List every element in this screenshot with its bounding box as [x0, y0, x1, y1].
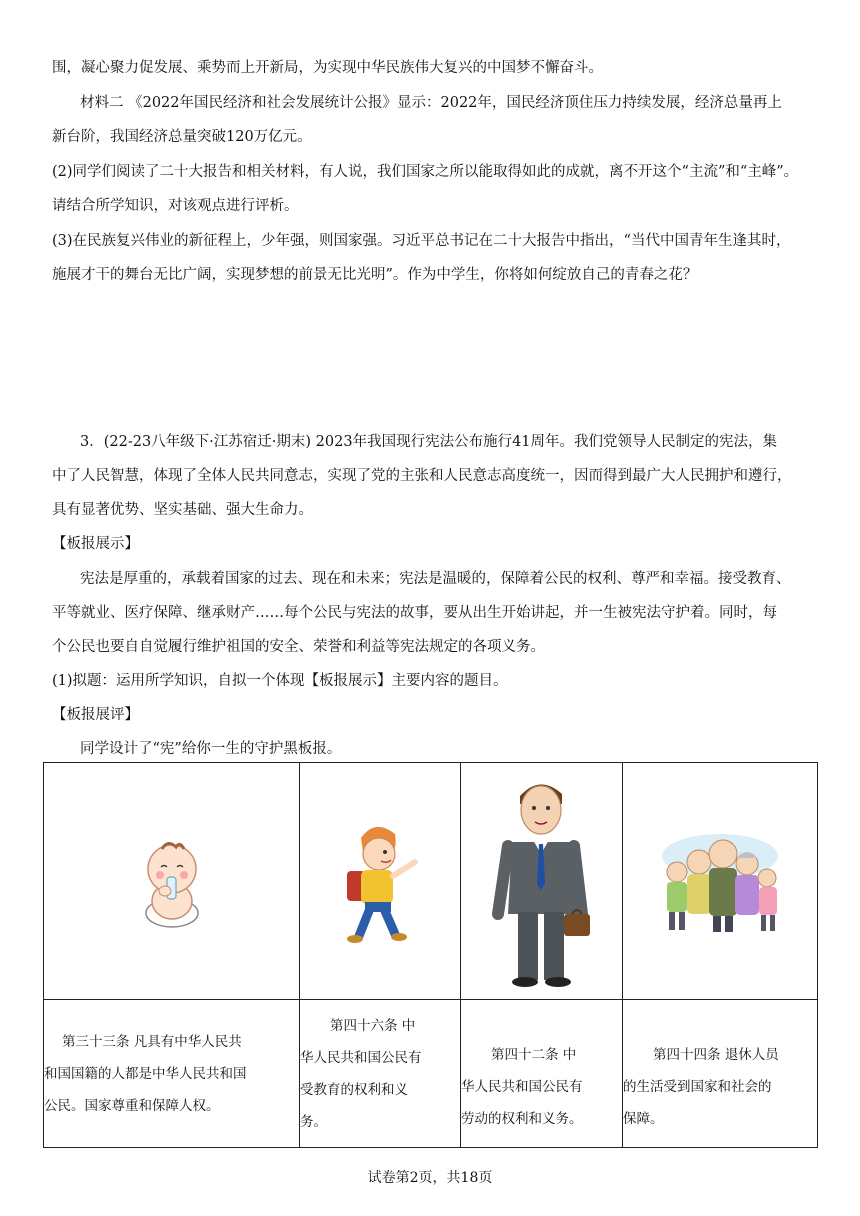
- section-board-display: 【板报展示】: [52, 536, 139, 552]
- question-1: (1)拟题：运用所学知识，自拟一个体现【板报展示】主要内容的题目。: [52, 673, 508, 689]
- question-2: (2)同学们阅读了二十大报告和相关材料，有人说，我们国家之所以能取得如此的成就，离不开这个“主流”和“主峰”。: [52, 164, 799, 180]
- text-line: 围，凝心聚力促发展、乘势而上开新局，为实现中华民族伟大复兴的中国梦不懈奋斗。: [52, 60, 603, 76]
- problem-3-heading: 3．(22-23八年级下·江苏宿迁·期末) 2023年我国现行宪法公布施行41周年。我们党领导人民制定的宪法，集: [80, 434, 778, 450]
- page-footer: 试卷第2页，共18页: [367, 1170, 493, 1186]
- text-line: 第四十六条 中: [330, 1017, 416, 1034]
- text-line: 受教育的权利和义: [300, 1081, 408, 1098]
- elderly-group-icon: [655, 826, 785, 936]
- text-line: 第四十二条 中: [491, 1046, 577, 1063]
- text-line: 材料二 《2022年国民经济和社会发展统计公报》显示：2022年，国民经济顶住压力持续发展，经济总量再上: [80, 95, 782, 111]
- text-line: 宪法是厚重的，承载着国家的过去、现在和未来；宪法是温暖的，保障着公民的权利、尊严和幸福。接受教育、: [80, 571, 791, 587]
- text-line: 公民。国家尊重和保障人权。: [44, 1097, 220, 1114]
- table-cell: [623, 763, 818, 1000]
- section-board-review: 【板报展评】: [52, 707, 139, 723]
- article-42-cell: [461, 1000, 623, 1148]
- table-cell: [44, 763, 300, 1000]
- article-46-cell: [300, 1000, 461, 1148]
- text-line: 平等就业、医疗保障、继承财产……每个公民与宪法的故事，要从出生开始讲起，并一生被宪法守护着。同时，每: [52, 605, 777, 621]
- article-44-cell: [623, 1000, 818, 1148]
- text-line: 新台阶，我国经济总量突破120万亿元。: [52, 129, 312, 145]
- question-3: (3)在民族复兴伟业的新征程上，少年强，则国家强。习近平总书记在二十大报告中指出，“当代中国青年生逢其时，: [52, 233, 791, 249]
- text-line: 保障。: [623, 1110, 664, 1127]
- text-line: 和国国籍的人都是中华人民共和国: [44, 1065, 247, 1082]
- schoolchild-icon: [335, 816, 425, 946]
- article-33-cell: [44, 1000, 300, 1148]
- baby-icon: [132, 831, 212, 931]
- text-line: 务。: [300, 1113, 327, 1130]
- text-line: 第三十三条 凡具有中华人民共: [62, 1033, 242, 1050]
- text-line: 华人民共和国公民有: [461, 1078, 583, 1095]
- text-line: 的生活受到国家和社会的: [623, 1078, 772, 1095]
- text-line: 华人民共和国公民有: [300, 1049, 422, 1066]
- table-cell: [300, 763, 461, 1000]
- text-line: 第四十四条 退休人员: [653, 1046, 779, 1063]
- text-line: 个公民也要自自觉履行维护祖国的安全、荣誉和利益等宪法规定的各项义务。: [52, 639, 545, 655]
- text-line: 请结合所学知识，对该观点进行评析。: [52, 198, 299, 214]
- text-line: 具有显著优势、坚实基础、强大生命力。: [52, 502, 313, 518]
- text-line: 中了人民智慧，体现了全体人民共同意志，实现了党的主张和人民意志高度统一，因而得到最广大人民拥护和遵行，: [52, 468, 792, 484]
- businessman-icon: [492, 774, 592, 989]
- table-cell: [461, 763, 623, 1000]
- blackboard-table: [43, 762, 818, 1148]
- text-line: 施展才干的舞台无比广阔，实现梦想的前景无比光明”。作为中学生，你将如何绽放自己的青春之花？: [52, 267, 698, 283]
- text-line: 同学设计了“宪”给你一生的守护黑板报。: [80, 741, 342, 757]
- text-line: 劳动的权利和义务。: [461, 1110, 583, 1127]
